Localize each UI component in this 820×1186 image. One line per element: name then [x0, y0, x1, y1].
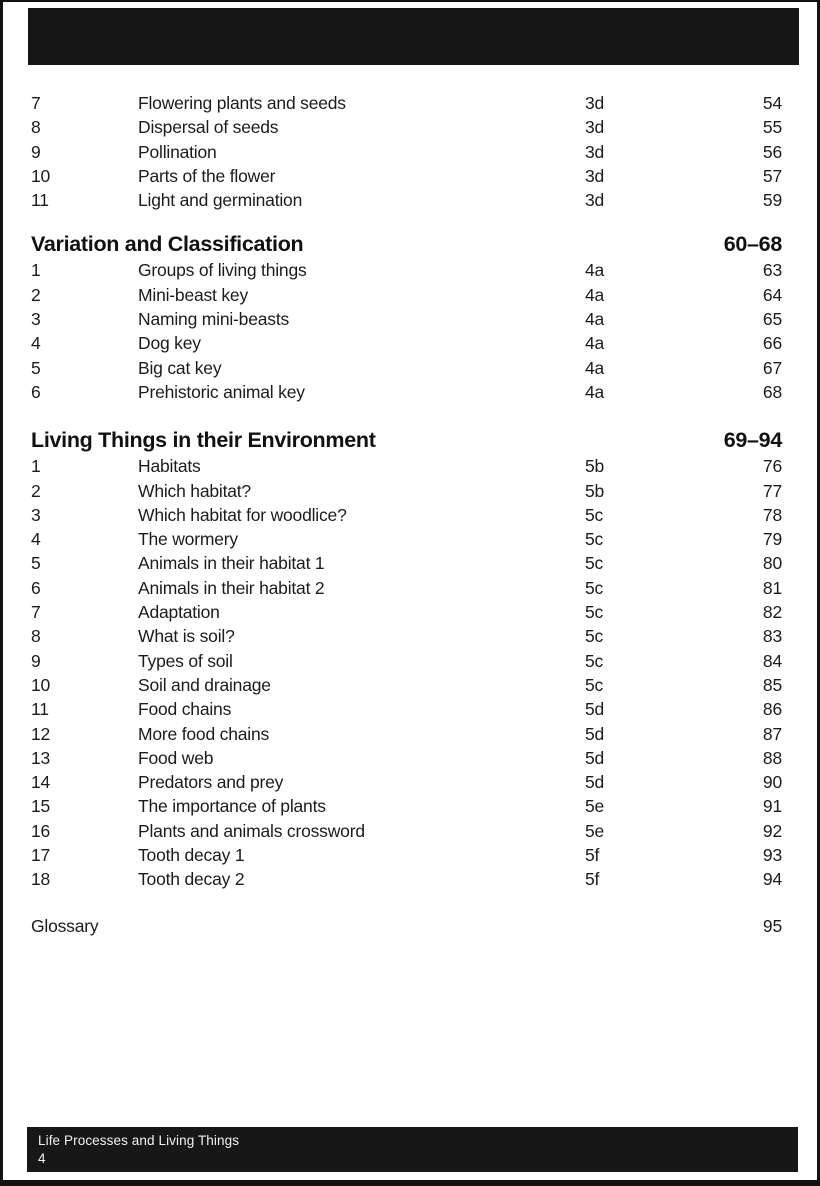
- toc-row-number: 7: [31, 602, 41, 623]
- toc-row-page: 83: [762, 626, 782, 647]
- toc-row-number: 5: [31, 357, 41, 378]
- toc-row: [31, 380, 782, 404]
- toc-row-number: 17: [31, 845, 51, 866]
- toc-row: [31, 600, 782, 624]
- toc-row: [31, 91, 782, 115]
- toc-row-page: 65: [762, 309, 782, 330]
- toc-row-page: 90: [762, 772, 782, 793]
- toc-row-curriculum-code: 3d: [585, 93, 605, 113]
- toc-row-title: Animals in their habitat 1: [138, 553, 325, 574]
- toc-row-page: 84: [762, 650, 782, 671]
- toc-row-number: 3: [31, 309, 41, 330]
- toc-row: [31, 503, 782, 527]
- toc-row-page: 81: [762, 577, 782, 598]
- toc-row-number: 8: [31, 117, 41, 138]
- toc-row-curriculum-code: 5c: [585, 529, 604, 550]
- toc-row: [31, 551, 782, 575]
- toc-row-page: 82: [762, 602, 782, 623]
- glossary-entry: [31, 914, 782, 938]
- toc-row-title: Naming mini-beasts: [138, 309, 290, 330]
- toc-row-title: Dog key: [138, 333, 201, 354]
- toc-row: [31, 819, 782, 843]
- toc-row-page: 66: [762, 333, 782, 354]
- toc-row: [31, 140, 782, 164]
- toc-row-title: More food chains: [138, 723, 270, 744]
- toc-row-curriculum-code: 5d: [585, 772, 605, 793]
- toc-row-title: Mini-beast key: [138, 284, 249, 305]
- toc-row-page: 94: [762, 869, 782, 890]
- toc-row-page: 56: [762, 141, 782, 162]
- footer-bar: [27, 1127, 798, 1172]
- toc-row-number: 7: [31, 93, 41, 113]
- toc-row-page: 57: [762, 165, 782, 186]
- toc-row: [31, 770, 782, 794]
- toc-row-curriculum-code: 5f: [585, 845, 600, 866]
- toc-row-curriculum-code: 4a: [585, 284, 605, 305]
- toc-row: [31, 746, 782, 770]
- toc-row-title: Tooth decay 1: [138, 845, 245, 866]
- toc-row-number: 2: [31, 480, 41, 501]
- toc-row-title: The wormery: [138, 529, 238, 550]
- toc-row-page: 79: [762, 529, 782, 550]
- footer-page-number: 4: [38, 1151, 46, 1166]
- toc-row-page: 77: [762, 480, 782, 501]
- toc-row-page: 91: [762, 796, 782, 817]
- toc-row: [31, 283, 782, 307]
- section-title: Variation and Classification: [31, 232, 304, 257]
- toc-row-title: Dispersal of seeds: [138, 117, 279, 138]
- toc-row: [31, 479, 782, 503]
- toc-row-number: 13: [31, 747, 51, 768]
- toc-row-page: 59: [762, 190, 782, 211]
- toc-row-title: Tooth decay 2: [138, 869, 245, 890]
- toc-row: [31, 843, 782, 867]
- toc-row-page: 78: [762, 504, 782, 525]
- toc-row: [31, 188, 782, 212]
- toc-row-page: 67: [762, 357, 782, 378]
- toc-row-page: 88: [762, 747, 782, 768]
- toc-row-curriculum-code: 5d: [585, 723, 605, 744]
- toc-row-title: Light and germination: [138, 190, 303, 211]
- toc-row-title: The importance of plants: [138, 796, 326, 817]
- toc-row-title: Which habitat?: [138, 480, 251, 501]
- toc-row-title: Food chains: [138, 699, 232, 720]
- toc-row-title: Food web: [138, 747, 214, 768]
- toc-row-number: 10: [31, 165, 51, 186]
- toc-row-curriculum-code: 5c: [585, 553, 604, 574]
- toc-row-number: 5: [31, 553, 41, 574]
- toc-row-curriculum-code: 5c: [585, 674, 604, 695]
- toc-row: [31, 576, 782, 600]
- toc-row: [31, 624, 782, 648]
- toc-row-number: 4: [31, 333, 41, 354]
- toc-row: [31, 722, 782, 746]
- toc-row-title: Which habitat for woodlice?: [138, 504, 347, 525]
- glossary-label: Glossary: [31, 915, 99, 936]
- toc-row-curriculum-code: 5d: [585, 747, 605, 768]
- toc-row-curriculum-code: 5d: [585, 699, 605, 720]
- toc-row-number: 9: [31, 650, 41, 671]
- toc-row-curriculum-code: 5c: [585, 602, 604, 623]
- toc-row-title: Prehistoric animal key: [138, 381, 305, 402]
- toc-row-curriculum-code: 4a: [585, 309, 605, 330]
- section-heading: [31, 231, 782, 258]
- toc-row-curriculum-code: 3d: [585, 190, 605, 211]
- toc-row: [31, 331, 782, 355]
- toc-row-title: Parts of the flower: [138, 165, 276, 186]
- toc-row: [31, 867, 782, 891]
- toc-row-curriculum-code: 5e: [585, 796, 605, 817]
- toc-row-title: Pollination: [138, 141, 217, 162]
- toc-row-curriculum-code: 4a: [585, 333, 605, 354]
- toc-row-number: 16: [31, 820, 51, 841]
- toc-row-page: 87: [762, 723, 782, 744]
- toc-row-title: What is soil?: [138, 626, 235, 647]
- toc-row-page: 63: [762, 260, 782, 281]
- toc-row: [31, 794, 782, 818]
- toc-row-title: Soil and drainage: [138, 674, 271, 695]
- toc-row-number: 12: [31, 723, 51, 744]
- toc-row-curriculum-code: 5f: [585, 869, 600, 890]
- toc-row-title: Animals in their habitat 2: [138, 577, 325, 598]
- toc-row-curriculum-code: 5c: [585, 577, 604, 598]
- toc-row-curriculum-code: 5c: [585, 504, 604, 525]
- toc-row-number: 3: [31, 504, 41, 525]
- toc-row-number: 11: [31, 190, 49, 211]
- toc-row-page: 76: [762, 456, 782, 477]
- table-of-contents: [31, 64, 782, 938]
- footer-book-title: Life Processes and Living Things: [38, 1133, 240, 1148]
- toc-row-page: 55: [762, 117, 782, 138]
- toc-row-number: 8: [31, 626, 41, 647]
- toc-row-number: 14: [31, 772, 51, 793]
- toc-row-title: Habitats: [138, 456, 201, 477]
- toc-row-page: 85: [762, 674, 782, 695]
- toc-row-page: 92: [762, 820, 782, 841]
- toc-row-title: Plants and animals crossword: [138, 820, 365, 841]
- toc-row-number: 6: [31, 577, 41, 598]
- toc-row-number: 10: [31, 674, 51, 695]
- toc-row-title: Groups of living things: [138, 260, 307, 281]
- toc-row-number: 11: [31, 699, 49, 720]
- toc-row-curriculum-code: 5b: [585, 456, 605, 477]
- toc-row-curriculum-code: 5c: [585, 650, 604, 671]
- toc-row-title: Predators and prey: [138, 772, 284, 793]
- toc-row-title: Flowering plants and seeds: [138, 93, 346, 113]
- toc-row: [31, 454, 782, 478]
- toc-row-curriculum-code: 5e: [585, 820, 605, 841]
- toc-row-page: 68: [762, 381, 782, 402]
- toc-row: [31, 115, 782, 139]
- toc-row-curriculum-code: 3d: [585, 141, 605, 162]
- toc-row-page: 86: [762, 699, 782, 720]
- toc-row: [31, 258, 782, 282]
- toc-row-number: 4: [31, 529, 41, 550]
- toc-row: [31, 164, 782, 188]
- toc-row-curriculum-code: 3d: [585, 165, 605, 186]
- toc-row-curriculum-code: 4a: [585, 260, 605, 281]
- toc-row-title: Adaptation: [138, 602, 220, 623]
- toc-row-curriculum-code: 4a: [585, 381, 605, 402]
- toc-row-page: 54: [762, 93, 782, 113]
- toc-row: [31, 673, 782, 697]
- toc-row-curriculum-code: 5c: [585, 626, 604, 647]
- toc-row-curriculum-code: 5b: [585, 480, 605, 501]
- toc-row-number: 6: [31, 381, 41, 402]
- toc-row-page: 93: [762, 845, 782, 866]
- header-bar: [28, 8, 799, 65]
- toc-row-number: 1: [31, 260, 41, 281]
- section-heading: [31, 427, 782, 454]
- glossary-page: 95: [762, 915, 782, 936]
- toc-row-number: 15: [31, 796, 51, 817]
- section-title: Living Things in their Environment: [31, 428, 376, 453]
- toc-row-title: Big cat key: [138, 357, 222, 378]
- section-page-range: 60–68: [723, 232, 782, 257]
- toc-row: [31, 697, 782, 721]
- section-page-range: 69–94: [723, 428, 782, 453]
- toc-row-page: 80: [762, 553, 782, 574]
- toc-row-page: 64: [762, 284, 782, 305]
- toc-row: [31, 527, 782, 551]
- toc-row-number: 2: [31, 284, 41, 305]
- toc-row-number: 1: [31, 456, 41, 477]
- toc-row: [31, 307, 782, 331]
- toc-row: [31, 356, 782, 380]
- toc-row-title: Types of soil: [138, 650, 233, 671]
- toc-row: [31, 649, 782, 673]
- toc-row-number: 9: [31, 141, 41, 162]
- toc-row-curriculum-code: 4a: [585, 357, 605, 378]
- toc-row-curriculum-code: 3d: [585, 117, 605, 138]
- toc-row-number: 18: [31, 869, 51, 890]
